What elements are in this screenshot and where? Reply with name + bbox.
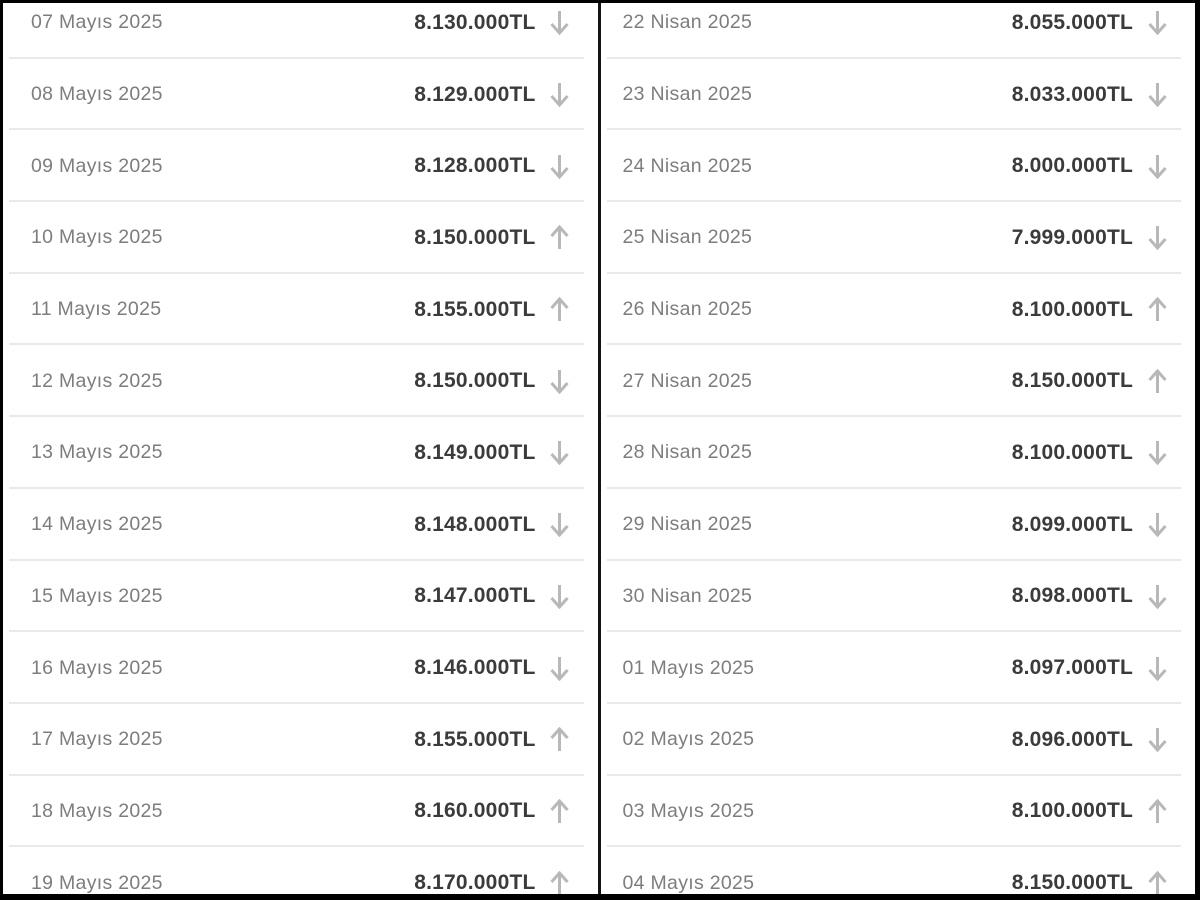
price-row (601, 776, 1196, 848)
price-value: 8.155.000TL (414, 727, 536, 751)
price-row (3, 632, 598, 704)
price-value: 8.146.000TL (414, 656, 536, 680)
price-row (3, 59, 598, 131)
up-arrow-icon (536, 296, 584, 323)
date-label: 16 Mayıs 2025 (31, 656, 163, 679)
price-row (601, 130, 1196, 202)
date-label: 29 Nisan 2025 (622, 513, 753, 536)
up-arrow-icon (1133, 368, 1181, 395)
down-arrow-icon (536, 655, 584, 682)
price-value: 8.130.000TL (414, 10, 536, 34)
price-value: 8.097.000TL (1011, 656, 1133, 680)
date-label: 28 Nisan 2025 (622, 441, 753, 464)
date-label: 08 Mayıs 2025 (31, 83, 163, 106)
down-arrow-icon (1133, 224, 1181, 251)
price-row (3, 202, 598, 274)
price-value: 7.999.000TL (1011, 225, 1133, 249)
price-value: 8.098.000TL (1011, 584, 1133, 608)
price-value: 8.129.000TL (414, 82, 536, 106)
down-arrow-icon (536, 153, 584, 180)
price-value: 8.150.000TL (414, 369, 536, 393)
down-arrow-icon (536, 81, 584, 108)
price-row (601, 345, 1196, 417)
date-label: 13 Mayıs 2025 (31, 441, 163, 464)
price-value: 8.170.000TL (414, 871, 536, 894)
price-row (3, 417, 598, 489)
down-arrow-icon (1133, 81, 1181, 108)
date-label: 11 Mayıs 2025 (31, 298, 162, 321)
date-label: 14 Mayıs 2025 (31, 513, 163, 536)
down-arrow-icon (536, 439, 584, 466)
price-row (3, 345, 598, 417)
price-row (601, 202, 1196, 274)
up-arrow-icon (1133, 870, 1181, 894)
date-label: 19 Mayıs 2025 (31, 871, 163, 894)
down-arrow-icon (536, 9, 584, 36)
date-label: 15 Mayıs 2025 (31, 584, 163, 607)
price-value: 8.100.000TL (1011, 297, 1133, 321)
date-label: 18 Mayıs 2025 (31, 799, 163, 822)
price-value: 8.155.000TL (414, 297, 536, 321)
date-label: 01 Mayıs 2025 (622, 656, 755, 679)
price-row (601, 847, 1196, 894)
price-row (601, 632, 1196, 704)
price-row (601, 561, 1196, 633)
down-arrow-icon (536, 583, 584, 610)
price-row (3, 489, 598, 561)
price-columns (3, 3, 1195, 894)
date-label: 09 Mayıs 2025 (31, 154, 163, 177)
date-label: 25 Nisan 2025 (622, 226, 753, 249)
up-arrow-icon (536, 870, 584, 894)
price-value: 8.147.000TL (414, 584, 536, 608)
price-value: 8.149.000TL (414, 440, 536, 464)
price-row (3, 847, 598, 894)
up-arrow-icon (536, 224, 584, 251)
date-label: 17 Mayıs 2025 (31, 728, 163, 751)
price-row (601, 274, 1196, 346)
up-arrow-icon (1133, 798, 1181, 825)
price-column-left (3, 3, 598, 894)
price-column-right (601, 3, 1196, 894)
down-arrow-icon (536, 368, 584, 395)
down-arrow-icon (1133, 439, 1181, 466)
date-label: 07 Mayıs 2025 (31, 11, 163, 34)
price-value: 8.100.000TL (1011, 799, 1133, 823)
down-arrow-icon (1133, 583, 1181, 610)
price-row (3, 704, 598, 776)
price-row (3, 274, 598, 346)
price-row (601, 3, 1196, 59)
price-value: 8.100.000TL (1011, 440, 1133, 464)
price-value: 8.128.000TL (414, 154, 536, 178)
price-row (601, 417, 1196, 489)
down-arrow-icon (1133, 9, 1181, 36)
date-label: 10 Mayıs 2025 (31, 226, 163, 249)
date-label: 24 Nisan 2025 (622, 154, 753, 177)
price-value: 8.096.000TL (1011, 727, 1133, 751)
price-value: 8.055.000TL (1011, 10, 1133, 34)
up-arrow-icon (1133, 296, 1181, 323)
down-arrow-icon (536, 511, 584, 538)
date-label: 23 Nisan 2025 (622, 83, 753, 106)
price-value: 8.148.000TL (414, 512, 536, 536)
price-row (3, 130, 598, 202)
price-row (3, 3, 598, 59)
up-arrow-icon (536, 798, 584, 825)
date-label: 02 Mayıs 2025 (622, 728, 755, 751)
date-label: 30 Nisan 2025 (622, 584, 753, 607)
price-row (3, 776, 598, 848)
price-value: 8.150.000TL (414, 225, 536, 249)
price-row (3, 561, 598, 633)
down-arrow-icon (1133, 153, 1181, 180)
date-label: 22 Nisan 2025 (622, 11, 753, 34)
date-label: 03 Mayıs 2025 (622, 799, 755, 822)
price-value: 8.099.000TL (1011, 512, 1133, 536)
date-label: 12 Mayıs 2025 (31, 369, 163, 392)
date-label: 04 Mayıs 2025 (622, 871, 755, 894)
down-arrow-icon (1133, 511, 1181, 538)
up-arrow-icon (536, 726, 584, 753)
price-row (601, 704, 1196, 776)
price-row (601, 489, 1196, 561)
price-value: 8.033.000TL (1011, 82, 1133, 106)
price-value: 8.160.000TL (414, 799, 536, 823)
down-arrow-icon (1133, 726, 1181, 753)
price-value: 8.000.000TL (1011, 154, 1133, 178)
date-label: 26 Nisan 2025 (622, 298, 753, 321)
price-value: 8.150.000TL (1011, 369, 1133, 393)
date-label: 27 Nisan 2025 (622, 369, 753, 392)
down-arrow-icon (1133, 655, 1181, 682)
price-row (601, 59, 1196, 131)
price-value: 8.150.000TL (1011, 871, 1133, 894)
